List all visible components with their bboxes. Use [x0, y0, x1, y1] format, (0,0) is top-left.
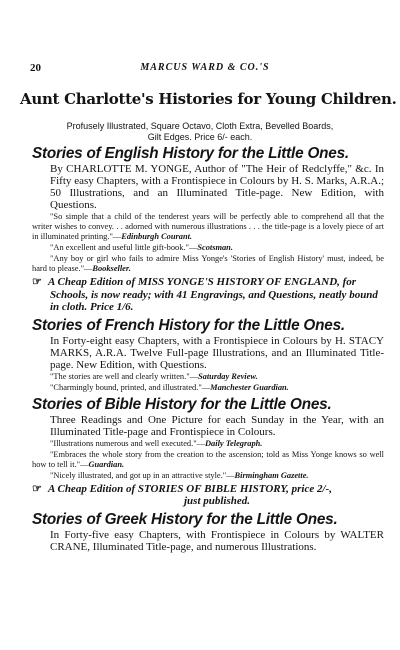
- review-source: Daily Telegraph.: [205, 438, 263, 448]
- notice-end: just published.: [183, 495, 251, 507]
- pointing-hand-icon: ☞: [32, 276, 42, 288]
- review-text: "Any boy or girl who fails to admire Miss Yonge's 'Stories of English History' must, indeed, be hard to please."—: [32, 254, 384, 273]
- running-head: MARCUS WARD & CO.'S: [140, 62, 270, 73]
- review-source: Bookseller.: [92, 264, 131, 273]
- cheap-edition-notice: [32, 483, 384, 508]
- notice-text: A Cheap Edition of STORIES OF BIBLE HISTORY, price 2/-,: [48, 482, 332, 495]
- review-source: Birmingham Gazette.: [234, 470, 309, 480]
- review-text: "Nicely illustrated, and got up in an attractive style."—: [50, 470, 235, 480]
- review-quote: [32, 383, 384, 393]
- review-quote: [32, 471, 384, 481]
- book-description: Three Readings and One Picture for each Sunday in the Year, with an Illuminated Title-page and Frontispiece in Colours.: [50, 413, 384, 438]
- page-number: 20: [30, 62, 41, 74]
- page-header: [30, 62, 380, 76]
- pointing-hand-icon: ☞: [32, 482, 42, 495]
- book-title: Stories of French History for the Little Ones.: [32, 316, 345, 334]
- book-description: In Forty-five easy Chapters, with Frontispiece in Colours by WALTER CRANE, Illuminated Title-page, and numerous Illustrations.: [50, 528, 384, 553]
- review-text: "The stories are well and clearly written."—: [50, 371, 198, 381]
- book-description: By CHARLOTTE M. YONGE, Author of "The Heir of Redclyffe," &c. In Fifty easy Chapters, with a Frontispiece in Colours by H. S. Marks, A.R.A.; 50 Illustrations, and an Illuminated Title-page. New Edition, with Questions.: [50, 163, 384, 211]
- review-source: Edinburgh Courant.: [121, 232, 193, 241]
- book-title: Stories of Bible History for the Little Ones.: [32, 395, 332, 413]
- book-entry: [32, 145, 384, 314]
- review-quote: [32, 254, 384, 274]
- review-source: Guardian.: [88, 459, 125, 469]
- review-quote: [32, 450, 384, 470]
- book-description: In Forty-eight easy Chapters, with a Frontispiece in Colours by H. STACY MARKS, A.R.A. Twelve Full-page Illustrations, and an Illuminated Title-page. New Edition, with Questions.: [50, 334, 384, 371]
- review-source: Saturday Review.: [198, 371, 258, 381]
- notice-text: A Cheap Edition of MISS YONGE'S HISTORY OF ENGLAND, for Schools, is now ready; with 41 Engravings, and Questions, neatly bound in cloth.: [48, 276, 378, 313]
- review-quote: [32, 372, 384, 382]
- review-quote: [32, 439, 384, 449]
- book-entry: [32, 511, 384, 553]
- subtitle-line-2: Gilt Edges. Price 6/- each.: [147, 132, 253, 142]
- notice-price: Price 1/6.: [90, 301, 134, 313]
- series-title: Aunt Charlotte's Histories for Young Children.: [20, 90, 397, 108]
- subtitle-line-1: Profusely Illustrated, Square Octavo, Cloth Extra, Bevelled Boards,: [66, 121, 334, 131]
- review-text: "Embraces the whole story from the creation to the ascension; told as Miss Yonge knows so well how to tell it."—: [32, 449, 384, 469]
- review-source: Scotsman.: [197, 243, 233, 252]
- book-title: Stories of Greek History for the Little Ones.: [32, 510, 338, 528]
- review-text: "Illustrations numerous and well executed."—: [50, 438, 205, 448]
- review-quote: [32, 243, 384, 253]
- book-entry: [32, 396, 384, 508]
- review-source: Manchester Guardian.: [210, 382, 289, 392]
- book-title: Stories of English History for the Little Ones.: [32, 145, 349, 162]
- series-subtitle: [40, 121, 360, 143]
- review-text: "An excellent and useful little gift-book."—: [50, 243, 198, 252]
- review-text: "So simple that a child of the tenderest years will be perfectly able to comprehend all that the writer wishes to convey. . . adorned with numerous illustrations . . . the title-page is a lovely piece of art in illuminated printing."—: [32, 212, 384, 241]
- catalogue-entries: [32, 145, 384, 553]
- book-entry: [32, 317, 384, 393]
- review-text: "Charmingly bound, printed, and illustrated."—: [50, 382, 211, 392]
- review-quote: [32, 212, 384, 242]
- cheap-edition-notice: [32, 276, 384, 314]
